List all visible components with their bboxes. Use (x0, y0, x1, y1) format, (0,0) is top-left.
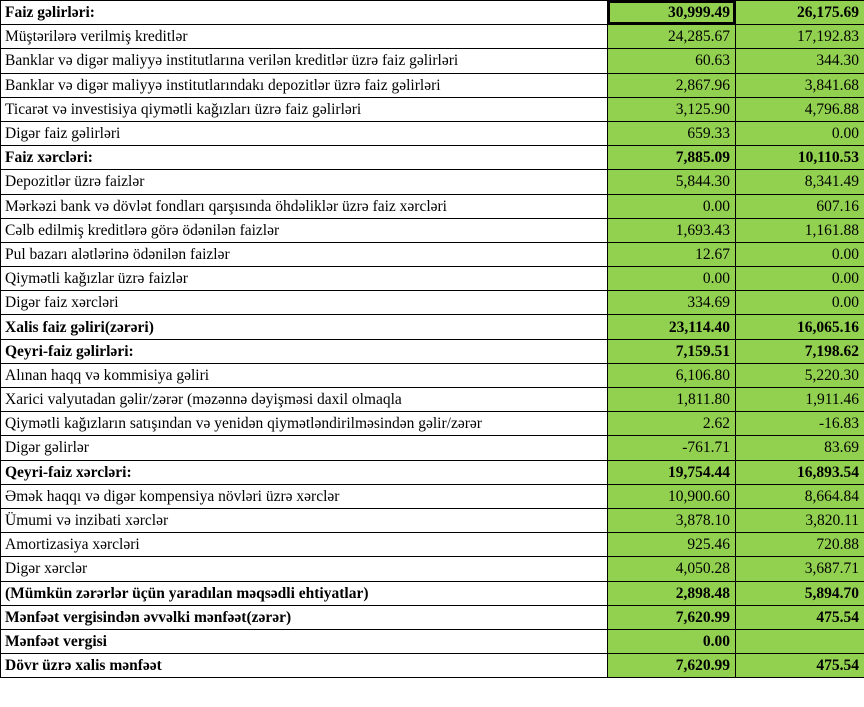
row-label-cell[interactable]: Digər gəlirlər (1, 436, 608, 460)
value-cell-col1[interactable]: 7,620.99 (608, 605, 736, 629)
value-cell-col2[interactable]: 1,161.88 (736, 218, 864, 242)
table-row (1, 436, 864, 460)
row-label-cell[interactable]: Amortizasiya xərcləri (1, 533, 608, 557)
value-cell-col2[interactable]: 1,911.46 (736, 388, 864, 412)
value-cell-col2[interactable] (736, 629, 864, 653)
value-cell-col2[interactable]: 475.54 (736, 654, 864, 678)
row-label-cell[interactable]: Banklar və digər maliyyə institutlarındakı depozitlər üzrə faiz gəlirləri (1, 73, 608, 97)
table-row (1, 388, 864, 412)
value-cell-col1[interactable]: 2.62 (608, 412, 736, 436)
row-label-cell[interactable]: (Mümkün zərərlər üçün yaradılan məqsədli ehtiyatlar) (1, 581, 608, 605)
row-label-cell[interactable]: Müştərilərə verilmiş kreditlər (1, 25, 608, 49)
value-cell-col1[interactable]: 3,125.90 (608, 97, 736, 121)
income-statement-body (1, 1, 864, 678)
row-label-cell[interactable]: Mənfəət vergisi (1, 629, 608, 653)
value-cell-col1[interactable]: 6,106.80 (608, 363, 736, 387)
table-row (1, 412, 864, 436)
value-cell-col2[interactable]: 3,841.68 (736, 73, 864, 97)
row-label-cell[interactable]: Alınan haqq və kommisiya gəliri (1, 363, 608, 387)
value-cell-col2[interactable]: 16,065.16 (736, 315, 864, 339)
value-cell-col2[interactable]: -16.83 (736, 412, 864, 436)
value-cell-col2[interactable]: 0.00 (736, 121, 864, 145)
table-row (1, 315, 864, 339)
value-cell-col2[interactable]: 10,110.53 (736, 146, 864, 170)
row-label-cell[interactable]: Ticarət və investisiya qiymətli kağızları üzrə faiz gəlirləri (1, 97, 608, 121)
row-label-cell[interactable]: Faiz xərcləri: (1, 146, 608, 170)
row-label-cell[interactable]: Xarici valyutadan gəlir/zərər (məzənnə dəyişməsi daxil olmaqla (1, 388, 608, 412)
value-cell-col1[interactable]: 7,159.51 (608, 339, 736, 363)
row-label-cell[interactable]: Qiymətli kağızların satışından və yenidən qiymətləndirilməsindən gəlir/zərər (1, 412, 608, 436)
row-label-cell[interactable]: Cəlb edilmiş kreditlərə görə ödənilən faizlər (1, 218, 608, 242)
table-row (1, 605, 864, 629)
table-row (1, 508, 864, 532)
value-cell-col1[interactable]: 10,900.60 (608, 484, 736, 508)
row-label-cell[interactable]: Dövr üzrə xalis mənfəət (1, 654, 608, 678)
value-cell-col2[interactable]: 8,341.49 (736, 170, 864, 194)
row-label-cell[interactable]: Mənfəət vergisindən əvvəlki mənfəət(zərər) (1, 605, 608, 629)
value-cell-col2[interactable]: 16,893.54 (736, 460, 864, 484)
table-row (1, 339, 864, 363)
value-cell-col1[interactable]: 7,885.09 (608, 146, 736, 170)
row-label-cell[interactable]: Qiymətli kağızlar üzrə faizlər (1, 267, 608, 291)
value-cell-col1[interactable]: 925.46 (608, 533, 736, 557)
row-label-cell[interactable]: Mərkəzi bank və dövlət fondları qarşısında öhdəliklər üzrə faiz xərcləri (1, 194, 608, 218)
value-cell-col1[interactable]: 3,878.10 (608, 508, 736, 532)
value-cell-col1[interactable]: 12.67 (608, 242, 736, 266)
table-row (1, 267, 864, 291)
value-cell-col2[interactable]: 7,198.62 (736, 339, 864, 363)
row-label-cell[interactable]: Qeyri-faiz gəlirləri: (1, 339, 608, 363)
value-cell-col2[interactable]: 17,192.83 (736, 25, 864, 49)
value-cell-col2[interactable]: 8,664.84 (736, 484, 864, 508)
table-row (1, 484, 864, 508)
row-label-cell[interactable]: Xalis faiz gəliri(zərəri) (1, 315, 608, 339)
value-cell-col1[interactable]: 60.63 (608, 49, 736, 73)
table-row (1, 97, 864, 121)
value-cell-col2[interactable]: 5,894.70 (736, 581, 864, 605)
value-cell-col2[interactable]: 344.30 (736, 49, 864, 73)
value-cell-col2[interactable]: 83.69 (736, 436, 864, 460)
value-cell-col1[interactable]: 2,867.96 (608, 73, 736, 97)
row-label-cell[interactable]: Əmək haqqı və digər kompensiya növləri üzrə xərclər (1, 484, 608, 508)
table-row (1, 242, 864, 266)
table-row (1, 49, 864, 73)
value-cell-col1[interactable]: 30,999.49 (608, 1, 736, 25)
row-label-cell[interactable]: Pul bazarı alətlərinə ödənilən faizlər (1, 242, 608, 266)
table-row (1, 218, 864, 242)
value-cell-col1[interactable]: 1,693.43 (608, 218, 736, 242)
value-cell-col1[interactable]: 1,811.80 (608, 388, 736, 412)
value-cell-col2[interactable]: 26,175.69 (736, 1, 864, 25)
value-cell-col1[interactable]: 0.00 (608, 629, 736, 653)
value-cell-col2[interactable]: 3,820.11 (736, 508, 864, 532)
value-cell-col1[interactable]: 2,898.48 (608, 581, 736, 605)
table-row (1, 291, 864, 315)
value-cell-col1[interactable]: 0.00 (608, 194, 736, 218)
value-cell-col1[interactable]: 24,285.67 (608, 25, 736, 49)
value-cell-col1[interactable]: 4,050.28 (608, 557, 736, 581)
row-label-cell[interactable]: Banklar və digər maliyyə institutlarına verilən kreditlər üzrə faiz gəlirləri (1, 49, 608, 73)
table-row (1, 146, 864, 170)
value-cell-col2[interactable]: 4,796.88 (736, 97, 864, 121)
value-cell-col1[interactable]: 5,844.30 (608, 170, 736, 194)
value-cell-col2[interactable]: 3,687.71 (736, 557, 864, 581)
row-label-cell[interactable]: Ümumi və inzibati xərclər (1, 508, 608, 532)
value-cell-col2[interactable]: 475.54 (736, 605, 864, 629)
value-cell-col1[interactable]: 334.69 (608, 291, 736, 315)
value-cell-col2[interactable]: 0.00 (736, 242, 864, 266)
table-row (1, 170, 864, 194)
value-cell-col1[interactable]: 23,114.40 (608, 315, 736, 339)
table-row (1, 121, 864, 145)
row-label-cell[interactable]: Digər xərclər (1, 557, 608, 581)
table-row (1, 460, 864, 484)
row-label-cell[interactable]: Depozitlər üzrə faizlər (1, 170, 608, 194)
table-row (1, 629, 864, 653)
table-row (1, 73, 864, 97)
table-row (1, 194, 864, 218)
table-row (1, 1, 864, 25)
value-cell-col2[interactable]: 5,220.30 (736, 363, 864, 387)
table-row (1, 363, 864, 387)
table-row (1, 557, 864, 581)
value-cell-col1[interactable]: 7,620.99 (608, 654, 736, 678)
value-cell-col2[interactable]: 607.16 (736, 194, 864, 218)
table-row (1, 533, 864, 557)
row-label-cell[interactable]: Digər faiz xərcləri (1, 291, 608, 315)
value-cell-col1[interactable]: -761.71 (608, 436, 736, 460)
row-label-cell[interactable]: Digər faiz gəlirləri (1, 121, 608, 145)
table-row (1, 581, 864, 605)
table-row (1, 25, 864, 49)
value-cell-col2[interactable]: 0.00 (736, 291, 864, 315)
value-cell-col2[interactable]: 720.88 (736, 533, 864, 557)
row-label-cell[interactable]: Qeyri-faiz xərcləri: (1, 460, 608, 484)
value-cell-col2[interactable]: 0.00 (736, 267, 864, 291)
table-row (1, 654, 864, 678)
value-cell-col1[interactable]: 659.33 (608, 121, 736, 145)
row-label-cell[interactable]: Faiz gəlirləri: (1, 1, 608, 25)
value-cell-col1[interactable]: 19,754.44 (608, 460, 736, 484)
value-cell-col1[interactable]: 0.00 (608, 267, 736, 291)
